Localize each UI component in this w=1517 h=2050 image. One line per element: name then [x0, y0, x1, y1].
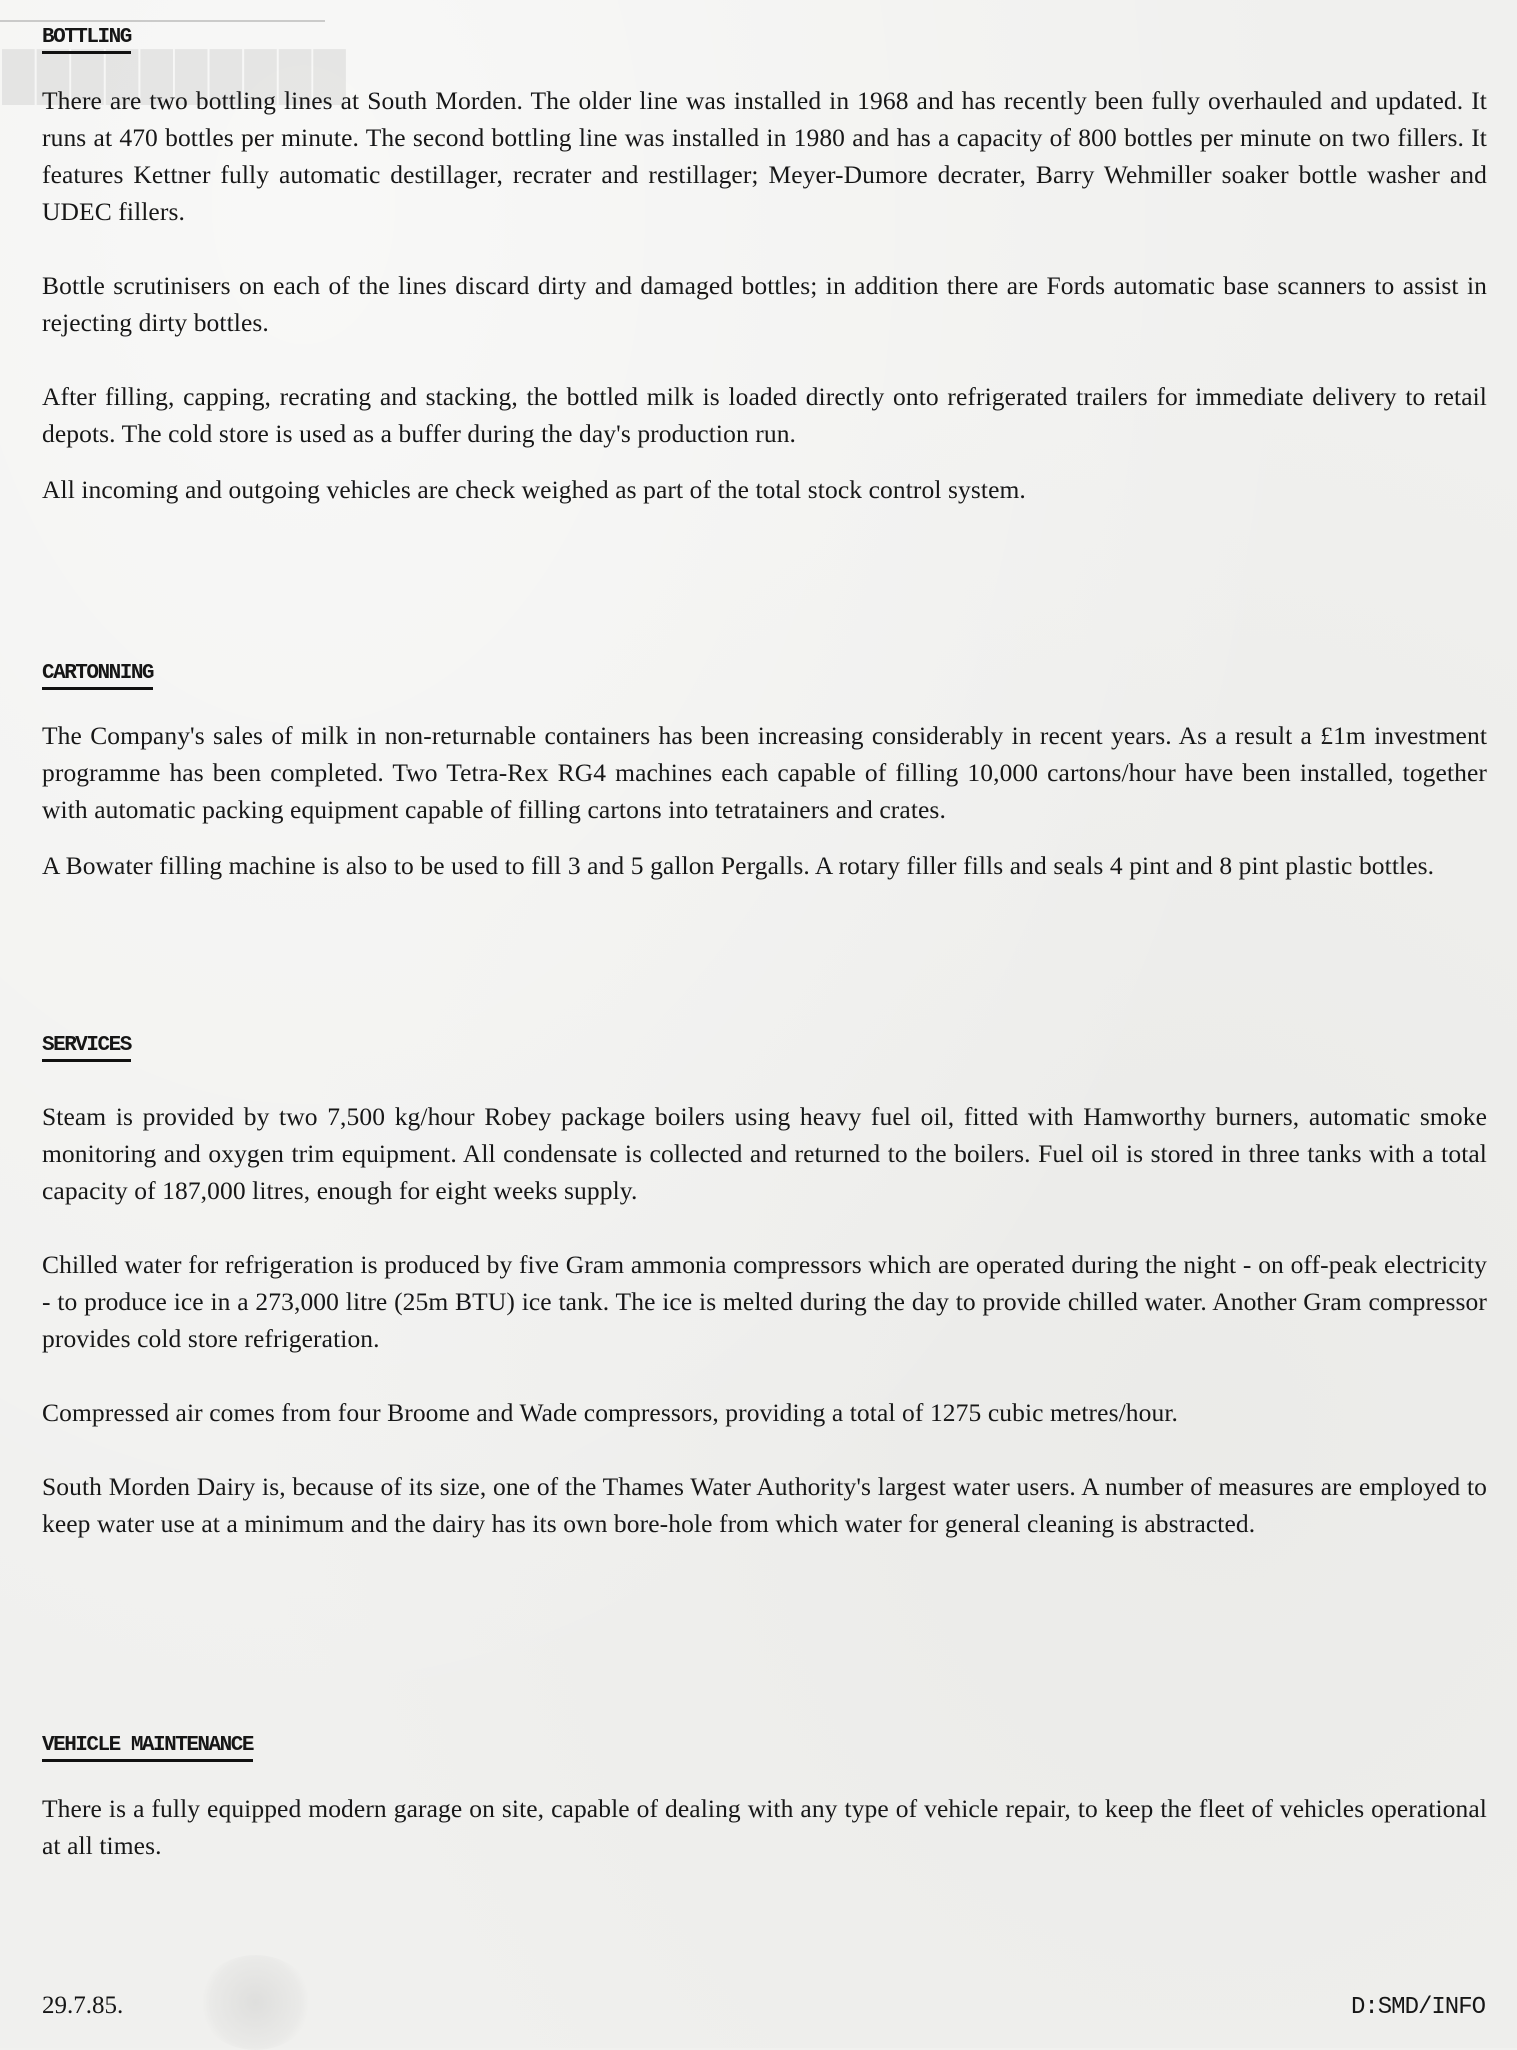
paragraph: Compressed air comes from four Broome and Wade compressors, providing a total of 1275 cubic metres/hour. [42, 1398, 1178, 1427]
paragraph: South Morden Dairy is, because of its size, one of the Thames Water Authority's largest water users. A number of measures are employed to keep water use at a minimum and the dairy has its own bore-hole from which water for general cleaning is abstracted. [42, 1472, 1487, 1538]
section-heading-services: SERVICES [42, 1034, 131, 1062]
section-heading-cartonning: CARTONNING [42, 662, 153, 690]
section-cartonning [42, 662, 1487, 884]
document-date: 29.7.85. [42, 1992, 124, 2019]
section-heading-bottling: BOTTLING [42, 26, 131, 54]
paragraph: A Bowater filling machine is also to be used to fill 3 and 5 gallon Pergalls. A rotary filler fills and seals 4 pint and 8 pint plastic bottles. [42, 851, 1435, 880]
section-vehicle-maintenance [42, 1734, 1487, 1864]
document-reference: D:SMD/INFO [1350, 1994, 1485, 2021]
paragraph: There are two bottling lines at South Morden. The older line was installed in 1968 and has recently been fully overhauled and updated. It runs at 470 bottles per minute. The second bottling line was installed in 1980 and has a capacity of 800 bottles per minute on two fillers. It features Kettner fully automatic destillager, recrater and restillager; Meyer-Dumore decrater, Barry Wehmiller soaker bottle washer and UDEC fillers. [42, 86, 1487, 226]
scan-artifact-rule [0, 20, 325, 22]
paragraph: The Company's sales of milk in non-returnable containers has been increasing considerably in recent years. As a result a £1m investment programme has been completed. Two Tetra-Rex RG4 machines each capable of filling 10,000 cartons/hour have been installed, together with automatic packing equipment capable of filling cartons into tetratainers and crates. [42, 721, 1487, 824]
paragraph: Steam is provided by two 7,500 kg/hour Robey package boilers using heavy fuel oil, fitted with Hamworthy burners, automatic smoke monitoring and oxygen trim equipment. All condensate is collected and returned to the boilers. Fuel oil is stored in three tanks with a total capacity of 187,000 litres, enough for eight weeks supply. [42, 1102, 1487, 1205]
paragraph: Bottle scrutinisers on each of the lines discard dirty and damaged bottles; in addition there are Fords automatic base scanners to assist in rejecting dirty bottles. [42, 271, 1487, 337]
paragraph: There is a fully equipped modern garage on site, capable of dealing with any type of vehicle repair, to keep the fleet of vehicles operational at all times. [42, 1794, 1487, 1860]
paragraph: Chilled water for refrigeration is produced by five Gram ammonia compressors which are operated during the night - on off-peak electricity - to produce ice in a 273,000 litre (25m BTU) ice tank. The ice is melted during the day to provide chilled water. Another Gram compressor provides cold store refrigeration. [42, 1250, 1487, 1353]
section-services [42, 1034, 1487, 1542]
section-heading-vehicle-maintenance: VEHICLE MAINTENANCE [42, 1734, 253, 1762]
paragraph: After filling, capping, recrating and stacking, the bottled milk is loaded directly onto refrigerated trailers for immediate delivery to retail depots. The cold store is used as a buffer during the day's production run. [42, 382, 1487, 448]
section-bottling [42, 26, 1487, 508]
paragraph: All incoming and outgoing vehicles are check weighed as part of the total stock control system. [42, 475, 1026, 504]
